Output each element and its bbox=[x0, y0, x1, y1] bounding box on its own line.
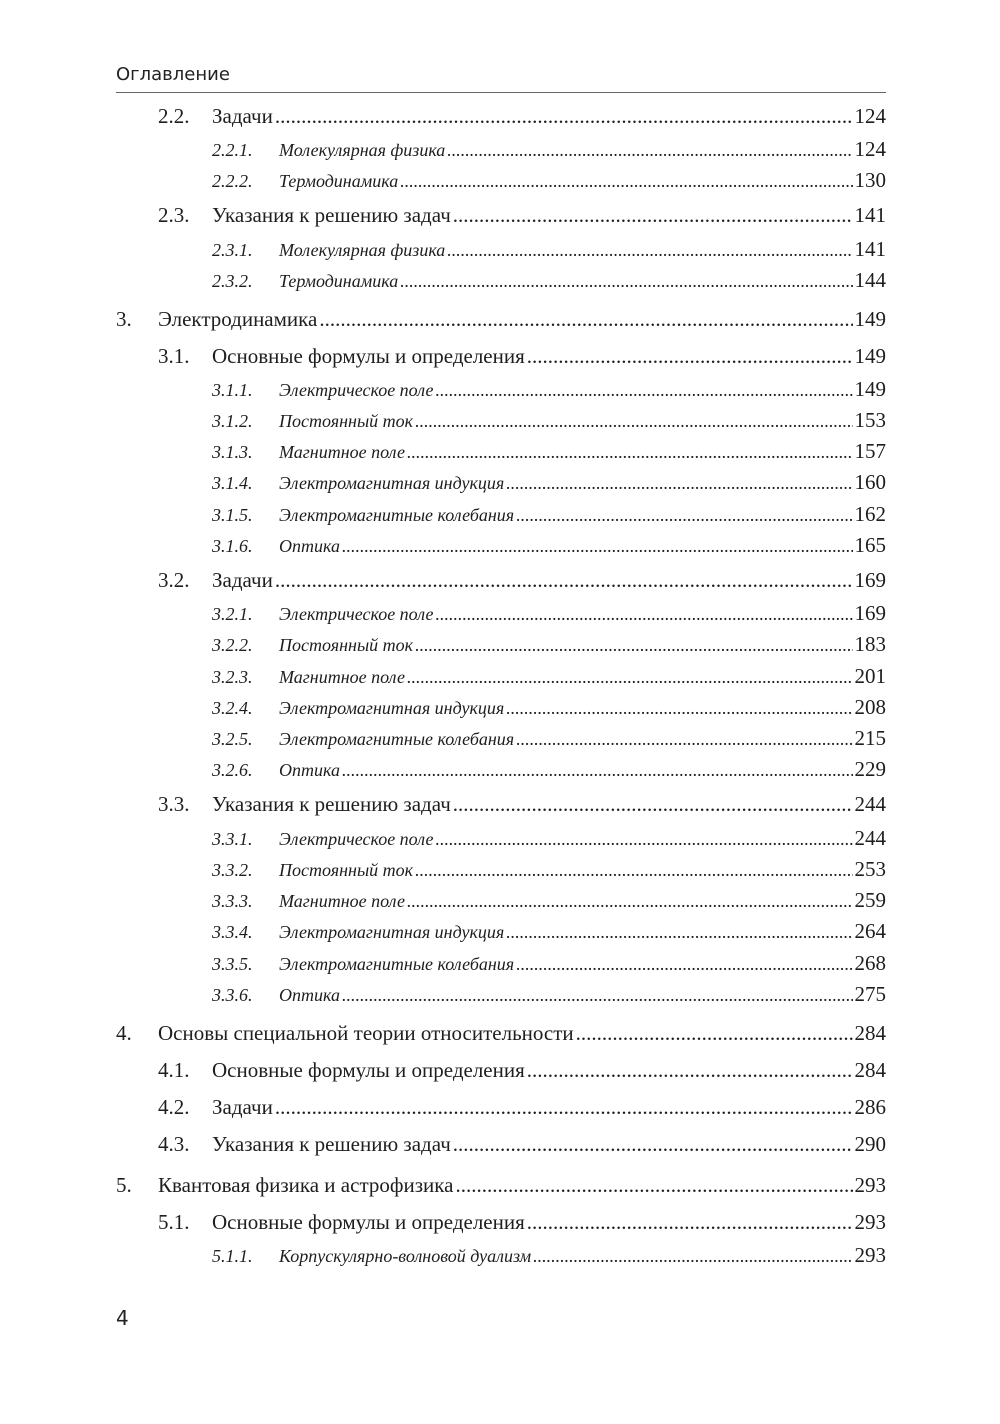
toc-entry-number: 3.3.2. bbox=[212, 860, 253, 880]
toc-entry-number: 3.2.6. bbox=[212, 760, 253, 780]
toc-leader-dots bbox=[400, 171, 852, 192]
toc-entry-page: 169 bbox=[854, 601, 886, 625]
toc-leader-dots bbox=[447, 140, 852, 161]
toc-entry-title: Задачи bbox=[212, 1095, 273, 1119]
toc-entry-page: 208 bbox=[854, 695, 886, 719]
toc-entry-page: 165 bbox=[854, 533, 886, 557]
toc-entry[interactable] bbox=[212, 888, 886, 913]
toc-entry-number: 3.3.4. bbox=[212, 922, 253, 942]
toc-entry-title: Задачи bbox=[212, 104, 273, 128]
toc-leader-dots bbox=[453, 792, 853, 817]
toc-entry-page: 169 bbox=[854, 568, 886, 592]
toc-entry-number: 3.1.2. bbox=[212, 411, 253, 431]
toc-entry-title: Электромагнитная индукция bbox=[279, 473, 505, 493]
toc-entry[interactable] bbox=[212, 439, 886, 464]
toc-entry-number: 3. bbox=[116, 307, 132, 331]
toc-entry[interactable] bbox=[212, 664, 886, 689]
toc-entry[interactable] bbox=[158, 1132, 886, 1157]
toc-entry-page: 124 bbox=[854, 137, 886, 161]
toc-entry[interactable] bbox=[212, 268, 886, 293]
toc-entry-title: Электродинамика bbox=[158, 307, 318, 331]
toc-entry[interactable] bbox=[116, 1173, 886, 1198]
toc-leader-dots bbox=[527, 1058, 853, 1083]
toc-entry-page: 229 bbox=[854, 757, 886, 781]
toc-entry-title: Квантовая физика и астрофизика bbox=[158, 1173, 454, 1197]
toc-entry-page: 293 bbox=[854, 1243, 886, 1267]
toc-entry-page: 286 bbox=[854, 1095, 886, 1119]
toc-entry-title: Основные формулы и определения bbox=[212, 344, 525, 368]
toc-entry-page: 244 bbox=[854, 792, 886, 816]
toc-leader-dots bbox=[400, 271, 852, 292]
toc-leader-dots bbox=[516, 505, 852, 526]
toc-entry-number: 4.3. bbox=[158, 1132, 190, 1156]
toc-entry-title: Магнитное поле bbox=[279, 891, 405, 911]
toc-entry-page: 149 bbox=[854, 377, 886, 401]
toc-entry-title: Молекулярная физика bbox=[279, 240, 446, 260]
toc-entry-title: Постоянный ток bbox=[279, 411, 414, 431]
toc-entry-page: 284 bbox=[854, 1021, 886, 1045]
toc-entry-number: 3.2. bbox=[158, 568, 190, 592]
toc-entry-title: Постоянный ток bbox=[279, 635, 414, 655]
toc-entry[interactable] bbox=[158, 104, 886, 129]
toc-entry-page: 160 bbox=[854, 470, 886, 494]
toc-entry[interactable] bbox=[116, 307, 886, 332]
toc-entry-title: Магнитное поле bbox=[279, 442, 405, 462]
toc-leader-dots bbox=[415, 860, 852, 881]
toc-entry-number: 2.3.2. bbox=[212, 271, 253, 291]
toc-entry-page: 141 bbox=[854, 203, 886, 227]
toc-entry-page: 293 bbox=[854, 1173, 886, 1197]
toc-entry-number: 5.1.1. bbox=[212, 1246, 253, 1266]
toc-entry[interactable] bbox=[212, 408, 886, 433]
toc-leader-dots bbox=[453, 203, 853, 228]
toc-entry-page: 183 bbox=[854, 632, 886, 656]
toc-entry[interactable] bbox=[212, 857, 886, 882]
toc-entry-number: 5. bbox=[116, 1173, 132, 1197]
toc-leader-dots bbox=[436, 604, 853, 625]
toc-entry-number: 2.3. bbox=[158, 203, 190, 227]
toc-leader-dots bbox=[506, 698, 852, 719]
toc-entry[interactable] bbox=[212, 137, 886, 162]
toc-entry-page: 149 bbox=[854, 344, 886, 368]
toc-entry[interactable] bbox=[116, 1021, 886, 1046]
toc-entry-number: 3.2.2. bbox=[212, 635, 253, 655]
toc-entry[interactable] bbox=[212, 237, 886, 262]
toc-entry[interactable] bbox=[158, 1210, 886, 1235]
toc-leader-dots bbox=[407, 667, 853, 688]
toc-entry-title: Основные формулы и определения bbox=[212, 1058, 525, 1082]
toc-entry-title: Электромагнитные колебания bbox=[279, 729, 515, 749]
toc-entry-number: 3.1.3. bbox=[212, 442, 253, 462]
toc-entry-title: Электрическое поле bbox=[279, 829, 434, 849]
toc-entry-page: 157 bbox=[854, 439, 886, 463]
toc-entry[interactable] bbox=[212, 982, 886, 1007]
toc-entry[interactable] bbox=[158, 1058, 886, 1083]
toc-entry-number: 4. bbox=[116, 1021, 132, 1045]
toc-entry-title: Электромагнитная индукция bbox=[279, 922, 505, 942]
toc-entry[interactable] bbox=[212, 168, 886, 193]
toc-leader-dots bbox=[576, 1021, 853, 1046]
toc-entry-title: Электромагнитные колебания bbox=[279, 954, 515, 974]
toc-entry-number: 3.3. bbox=[158, 792, 190, 816]
toc-entry-page: 201 bbox=[854, 664, 886, 688]
toc-leader-dots bbox=[342, 536, 853, 557]
toc-entry-page: 264 bbox=[854, 919, 886, 943]
toc-entry-page: 215 bbox=[854, 726, 886, 750]
toc-entry[interactable] bbox=[158, 203, 886, 228]
toc-entry[interactable] bbox=[212, 502, 886, 527]
header-rule bbox=[116, 92, 886, 93]
toc-entry-page: 153 bbox=[854, 408, 886, 432]
toc-entry-page: 259 bbox=[854, 888, 886, 912]
toc-entry-title: Основы специальной теории относительности bbox=[158, 1021, 574, 1045]
toc-entry-page: 162 bbox=[854, 502, 886, 526]
toc-leader-dots bbox=[527, 344, 853, 369]
toc-entry[interactable] bbox=[212, 533, 886, 558]
toc-entry-title: Электрическое поле bbox=[279, 604, 434, 624]
toc-entry-page: 268 bbox=[854, 951, 886, 975]
toc-entry-title: Оптика bbox=[279, 760, 340, 780]
running-header: Оглавление bbox=[116, 64, 230, 85]
toc-entry-page: 275 bbox=[854, 982, 886, 1006]
toc-entry[interactable] bbox=[212, 632, 886, 657]
toc-entry-title: Основные формулы и определения bbox=[212, 1210, 525, 1234]
toc-entry-number: 3.2.4. bbox=[212, 698, 253, 718]
toc-entry-number: 3.1.1. bbox=[212, 380, 253, 400]
toc-entry[interactable] bbox=[212, 377, 886, 402]
toc-leader-dots bbox=[436, 829, 853, 850]
toc-leader-dots bbox=[407, 442, 853, 463]
toc-leader-dots bbox=[506, 473, 852, 494]
toc-leader-dots bbox=[447, 240, 852, 261]
toc-leader-dots bbox=[275, 104, 853, 129]
toc-leader-dots bbox=[533, 1246, 852, 1267]
toc-entry-title: Указания к решению задач bbox=[212, 203, 451, 227]
toc-leader-dots bbox=[275, 1095, 853, 1120]
toc-entry[interactable] bbox=[212, 695, 886, 720]
toc-entry-title: Указания к решению задач bbox=[212, 1132, 451, 1156]
toc-entry[interactable] bbox=[158, 1095, 886, 1120]
toc-entry-number: 2.2.2. bbox=[212, 171, 253, 191]
toc-entry-number: 3.2.5. bbox=[212, 729, 253, 749]
toc-entry-page: 284 bbox=[854, 1058, 886, 1082]
toc-entry-number: 2.3.1. bbox=[212, 240, 253, 260]
toc-entry-number: 3.3.3. bbox=[212, 891, 253, 911]
toc-leader-dots bbox=[415, 635, 852, 656]
toc-entry-page: 144 bbox=[854, 268, 886, 292]
toc-entry-number: 3.3.6. bbox=[212, 985, 253, 1005]
toc-leader-dots bbox=[436, 380, 853, 401]
toc-entry-title: Указания к решению задач bbox=[212, 792, 451, 816]
toc-entry[interactable] bbox=[212, 951, 886, 976]
toc-entry-number: 3.2.1. bbox=[212, 604, 253, 624]
toc-entry-title: Электромагнитная индукция bbox=[279, 698, 505, 718]
toc-entry-page: 253 bbox=[854, 857, 886, 881]
toc-leader-dots bbox=[527, 1210, 853, 1235]
toc-entry[interactable] bbox=[212, 1243, 886, 1268]
toc-entry-page: 244 bbox=[854, 826, 886, 850]
toc-entry-page: 290 bbox=[854, 1132, 886, 1156]
toc-entry-page: 130 bbox=[854, 168, 886, 192]
toc-entry-number: 2.2.1. bbox=[212, 140, 253, 160]
toc-entry[interactable] bbox=[212, 601, 886, 626]
toc-entry-page: 149 bbox=[854, 307, 886, 331]
toc-entry-title: Электрическое поле bbox=[279, 380, 434, 400]
toc-entry-number: 3.1.5. bbox=[212, 505, 253, 525]
toc-entry-title: Электромагнитные колебания bbox=[279, 505, 515, 525]
toc-entry-title: Корпускулярно-волновой дуализм bbox=[279, 1246, 532, 1266]
toc-entry-title: Магнитное поле bbox=[279, 667, 405, 687]
toc-leader-dots bbox=[516, 729, 852, 750]
toc-entry-title: Постоянный ток bbox=[279, 860, 414, 880]
toc-entry-title: Оптика bbox=[279, 985, 340, 1005]
toc-leader-dots bbox=[506, 922, 852, 943]
toc-entry-number: 3.1.6. bbox=[212, 536, 253, 556]
toc-entry-page: 293 bbox=[854, 1210, 886, 1234]
toc-entry-number: 5.1. bbox=[158, 1210, 190, 1234]
toc-entry-title: Молекулярная физика bbox=[279, 140, 446, 160]
toc-entry[interactable] bbox=[158, 344, 886, 369]
toc-entry-number: 2.2. bbox=[158, 104, 190, 128]
toc-entry-number: 3.1. bbox=[158, 344, 190, 368]
toc-entry-number: 3.2.3. bbox=[212, 667, 253, 687]
toc-leader-dots bbox=[455, 1173, 852, 1198]
toc-entry[interactable] bbox=[158, 568, 886, 593]
toc-leader-dots bbox=[342, 985, 853, 1006]
toc-entry[interactable] bbox=[212, 726, 886, 751]
toc-entry-number: 3.3.5. bbox=[212, 954, 253, 974]
page-number: 4 bbox=[116, 1306, 129, 1330]
toc-leader-dots bbox=[415, 411, 852, 432]
toc-entry[interactable] bbox=[212, 919, 886, 944]
toc-leader-dots bbox=[342, 760, 853, 781]
toc-entry-number: 4.2. bbox=[158, 1095, 190, 1119]
toc-entry-title: Термодинамика bbox=[279, 171, 399, 191]
toc-leader-dots bbox=[319, 307, 852, 332]
toc-entry-number: 3.1.4. bbox=[212, 473, 253, 493]
toc-entry[interactable] bbox=[212, 826, 886, 851]
toc-entry-title: Задачи bbox=[212, 568, 273, 592]
toc-leader-dots bbox=[516, 954, 852, 975]
toc-entry-number: 3.3.1. bbox=[212, 829, 253, 849]
toc-entry-page: 124 bbox=[854, 104, 886, 128]
toc-leader-dots bbox=[275, 568, 853, 593]
toc-entry[interactable] bbox=[158, 792, 886, 817]
toc-entry-number: 4.1. bbox=[158, 1058, 190, 1082]
toc-leader-dots bbox=[407, 891, 853, 912]
toc-entry-title: Оптика bbox=[279, 536, 340, 556]
toc-entry-page: 141 bbox=[854, 237, 886, 261]
toc-leader-dots bbox=[453, 1132, 853, 1157]
toc-entry-title: Термодинамика bbox=[279, 271, 399, 291]
toc-entry[interactable] bbox=[212, 757, 886, 782]
toc-entry[interactable] bbox=[212, 470, 886, 495]
